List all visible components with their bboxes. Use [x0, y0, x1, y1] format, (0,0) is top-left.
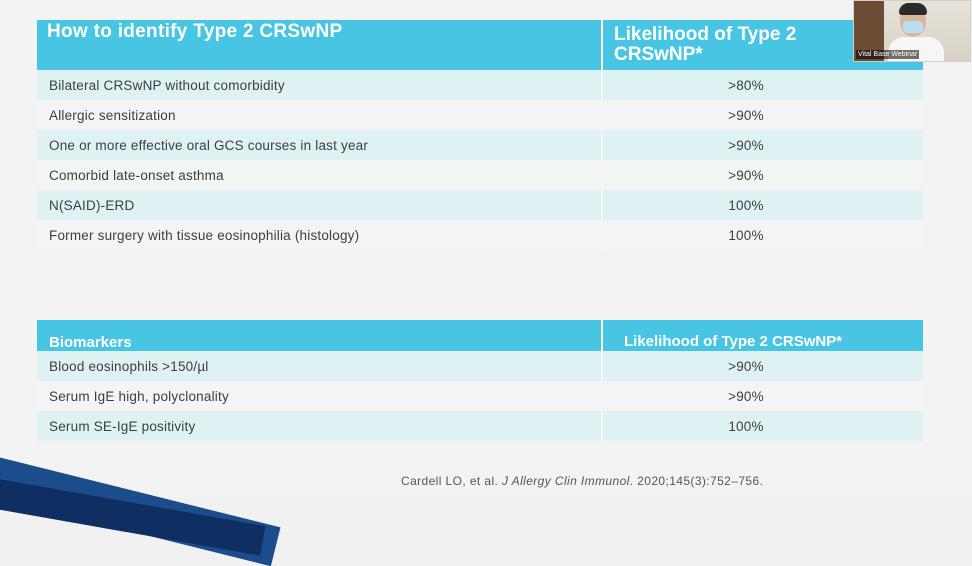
row-value: 100%	[728, 418, 764, 434]
row-label: Former surgery with tissue eosinophilia (histology)	[37, 220, 603, 250]
speaker-mask	[903, 21, 923, 33]
table-row	[37, 220, 923, 250]
speaker-hair	[899, 3, 927, 15]
citation	[401, 474, 763, 488]
row-value: >80%	[728, 77, 764, 93]
table-row	[37, 351, 923, 381]
row-label: Serum SE-IgE positivity	[37, 411, 603, 441]
row-value: >90%	[728, 358, 764, 374]
table-header	[37, 320, 923, 351]
row-value: >90%	[728, 388, 764, 404]
row-label: Comorbid late-onset asthma	[37, 160, 603, 190]
table-row	[37, 130, 923, 160]
row-value: >90%	[728, 167, 764, 183]
citation-journal: J Allergy Clin Immunol	[501, 474, 630, 488]
row-label: N(SAID)-ERD	[37, 190, 603, 220]
table-header	[37, 20, 923, 70]
header-label: How to identify Type 2 CRSwNP	[47, 21, 343, 42]
header-cell	[37, 20, 603, 70]
table-row	[37, 411, 923, 441]
type2-identification-table	[37, 20, 923, 250]
row-label: Serum IgE high, polyclonality	[37, 381, 603, 411]
header-cell	[37, 320, 603, 351]
header-label: Likelihood of Type 2 CRSwNP*	[624, 333, 843, 350]
table-row	[37, 100, 923, 130]
citation-details: . 2020;145(3):752–756.	[629, 474, 764, 488]
table-row	[37, 381, 923, 411]
table-row	[37, 190, 923, 220]
header-label: Likelihood of Type 2 CRSwNP*	[614, 24, 797, 65]
row-value: >90%	[728, 137, 764, 153]
webcam-label: Vital Base Webinar	[858, 51, 918, 58]
header-cell	[603, 320, 923, 351]
speaker-webcam-tile[interactable]	[853, 0, 971, 62]
row-label: Bilateral CRSwNP without comorbidity	[37, 70, 603, 100]
row-label: One or more effective oral GCS courses in last year	[37, 130, 603, 160]
row-label: Allergic sensitization	[37, 100, 603, 130]
row-value: >90%	[728, 107, 764, 123]
biomarkers-table	[37, 320, 923, 441]
table-row	[37, 70, 923, 100]
citation-authors: Cardell LO, et al.	[401, 474, 502, 488]
header-label: Biomarkers	[49, 334, 132, 351]
row-value: 100%	[728, 227, 764, 243]
row-label: Blood eosinophils >150/µl	[37, 351, 603, 381]
row-value: 100%	[728, 197, 764, 213]
table-row	[37, 160, 923, 190]
